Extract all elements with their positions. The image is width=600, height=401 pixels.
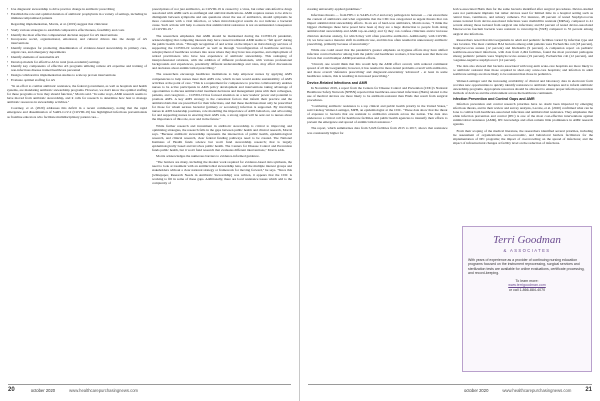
paragraph: device-associated HAIs than for the same bacteria identified after surgical procedures. Device-studied were not permanent implants but rather devices used for limited time in a hospital setting such as central lines, ventilators, and urinary catheters. For instance, 48 percent of tested Staphylococcus aureus isolated from device-associated infections were methicillin resistant (MRSA), compared to 41 percent among those isolated from surgical site infections; and 82 percent of tested device-associated Enterococcus faecium bacteria were resistant to vancomycin (VRE) compared to 55 percent among surgical site infections. <box>452 7 593 36</box>
list-item: • Identify the most effective computerized decision support for AS interventions <box>7 33 147 37</box>
list-item: • Incorporate social, organizational, emotional, and cultural drivers into the design of AS interventions <box>7 37 147 45</box>
ad-contact-label: To learn more: <box>515 278 539 283</box>
section-heading: Device-Related Infections and AMR <box>307 80 368 85</box>
footer-rule <box>8 384 291 385</box>
website-link[interactable]: www.healthcarepurchasingnews.com <box>502 387 572 393</box>
paragraph: Researchers noted that microorganisms in adult and pediatric facilities varied by infection type and care location. The most common HAI bacteria among adult patients were Escherichia coli (18 percent), Staphylococcus aureus (12 percent) and Klebsiella (9 percent). A companion report on pediatric healthcare-associated infections, with data from 2,494 facilities, found the most prevalent pathogens among pediatric patients were Staphylococcus aureus (19 percent), Escherichia coli (12 percent), and coagulase-negative staphylococci (12 percent). <box>452 37 593 63</box>
paragraph: creating universally applied guidelines." <box>307 7 362 11</box>
list-item: • Identify key components of effective AS programs utilizing remote AS expertise and training of non-infectious disease trained healthcare personnel <box>7 64 147 72</box>
paragraph: Morris acknowledges the numerous barriers to evidence-informed guidance. <box>156 154 260 159</box>
left-column-1 <box>7 7 147 377</box>
paragraph: Regarding implementation, Morris, et al. (2019) suggest that clinicians: <box>11 21 109 26</box>
paragraph: "In an effort to combat antibiotic resistance, the federal government, as well as hospitals and health systems, are mandating antibiotic stewardship programs. However, we don't know the optimal staffing for these programs or how they should function," Morris said. "In some ways, AMR research seems to have moved from antibiotic stewardship, and it calls for research to determine how best to manage antibiotic resources in stewardship activities." <box>7 83 147 105</box>
list-item: • Identify strategies for promoting dissemination of evidence-based stewardship in primary care, urgent care, and emergency departments <box>7 46 147 54</box>
paragraph: Weiner-Lastinger said the increasing availability of clinical and laboratory data in electronic form provides new opportunities to quickly identify resistance to antibiotic therapies and to inform antibiotic stewardship programs. Appropriate resources should be allocated to ensure proper infection prevention methods of devices and the environment across the healthcare continuum. <box>452 78 593 95</box>
paragraph: Infectious threats — from HIV-1 to SARS-CoV-2 and every pathogen in between — can exacerbate the context of antibiotics and what organisms that the CDC has categorized as urgent threats that can impact antimicrobial stewardship efforts. In an era of hard-won antibiotics, Morris notes, "I think the biggest challenges these have posed have been a) they are a huge distraction to people from doing antimicrobial stewardship and AMR tap-on-ends); and b) they can confuse clinicians and/or increase clinician decision anxiety, for which they will often prescribe antibiotics. Additionally, with COVID-19, we have seen a massive shift in antibiotic use, and this has often resulted in unnecessary antibiotic prescribing, primarily because of uncertainty." <box>307 13 448 46</box>
paragraph: While further research and investment in antibiotic stewardship is critical to improving and optimizing strategies, the research falls in the gaps between public health and clinical research, Morris says. "Because antibiotic stewardship represents the intersection of public health, epidemiological research, and clinical research, clear federal funding pathways need to be created. The National Institutes of Health funds science but won't fund stewardship research; that is largely epidemiologically based and involves public health. The Centers for Disease Control and Prevention funds public health, but it won't fund research that evaluates different interventions," Morris adds. <box>152 123 292 153</box>
list-item: • Use diagnostic stewardship to drive practice change in antibiotic prescribing <box>7 7 147 11</box>
right-page-footer <box>308 385 592 395</box>
advertiser-subtitle: & ASSOCIATES <box>503 248 551 253</box>
ad-phone: or call 1-866-884-4070 <box>508 287 546 292</box>
paragraph: In November 2019, a report from the Centers for Disease Control and Prevention (CDC)'s National Healthcare Safety Network (NHSN) reported that healthcare-associated infections (HAIs) related to the use of medical devices are more likely to be antibiotic-resistant than HAIs that result from surgical procedures. <box>307 85 448 102</box>
paragraph: The researchers emphasize that AMR should be maintained during the COVID-19 pandemic, acknowledging that competing interests may have caused traditional AMR teams to "fall apart" during the public health crisis. "Through recognition of and action on the impact on microbiology services of supporting the COVID-19 workload" as well as through "reconfiguration of healthcare services, redeployment of healthcare workers into areas where they may have less expertise, and employment of retired practitioners who have less experience of antibiotic stewardship. This reshaping of interprofessional relations, with the addition of different professionals, with various professional backgrounds and experiences, potentially different understandings and roles, may affect discussions and decisions about antimicrobial prescribing." <box>152 33 292 71</box>
list-item: • Study various strategies to establish comparative effectiveness, feasibility and costs <box>7 28 147 32</box>
list-item: • Develop models for effective AS in rural (non-academic) settings <box>7 60 147 64</box>
issue-date: october 2020 <box>30 387 56 393</box>
list-item: • Establish the role and optimal duration of antibiotic prophylaxis in a variety of settings, including in immunocompromised patients <box>7 12 147 20</box>
paragraph: While one could assert that the pandemic's greater emphasis on hygiene efforts may have shifted infection control behavior among both the public and healthcare workers, it has been seen that there are factors that could hamper AMR/prevention efforts. <box>307 47 448 61</box>
paragraph: Infection prevention and control research priorities have no doubt been impacted by emerging infectious threats, and in their review and survey analysis, Lacotte, et al. (2020) confirmed what can be done to combat both healthcare-associated infections and antimicrobial resistance. They emphasize that while infection prevention and control (IPC) is one of the most cost-effective interventions against antimicrobial resistance (AMR), IPC knowledge and often remain little prominence in AMR research agendas. <box>452 101 593 127</box>
page-number: 21 <box>585 387 592 393</box>
left-page-footer <box>8 385 291 395</box>
paragraph: "Overall, one would think that this would help the AMR effort overall, with reduced communal spread of all microorganisms; however, it has resulted in more dental problems overall with antibiotics, and more overall 'defensive prescribing' and diagnostic-uncertainty 'advanced' - at least in some healthcare centers, this is resulting in increased prescribing." <box>307 62 448 79</box>
paragraph: Courtney, et al. (2020) addresses this deficit in a recent commentary, noting that the rapid emergence and dissemination of SARS-CoV-2 (COVID-19) has highlighted infectious preventionists as frontline educators who facilitate multidisciplinary patient care... <box>7 106 147 119</box>
bullet-list-top <box>7 7 147 20</box>
ad-body-text: With years of experience as a provider of continuing nursing education programs focused on the instrument reprocessing, surgical services and sterilization tests are available for online evaluations, certificate processing, and record-keeping. <box>468 258 585 276</box>
paragraph: The report, which summarizes data from 5,626 facilities from 2015 to 2017, shows that resistance was consistently higher for <box>307 126 448 135</box>
list-item: • Identify elements of sustainable AS <box>7 55 147 59</box>
website-link[interactable]: www.healthcarepurchasingnews.com <box>69 387 139 393</box>
paragraph: prescriptions of not just antibiotics, as COVID-19 is caused by a virus, but rather anti-infective drugs associated with AMR such as antifungal and antiviral medications. AMR requires nurses to be able to distinguish between symptoms and ask questions about the use of antibiotics, should symptoms be more consistent with a viral infection, or when microbiological results do not indicate a bacterial cause. Such actions will help to ensure that antimicrobial resistance is not an unintended consequence of COVID-19." <box>152 7 292 32</box>
paragraph: "The barriers are many, including the modest work required for evidence-based data synthesis, the need to look at treatment with an antimicrobial stewardship lens, and the multiple interest groups and stakeholders without a clear national strategy or framework for moving forward," he says. "Since this [whitepaper, Research Needs in Antibiotic Stewardship] was written, it appears that the CDC is working to fill in some of these gaps. Additionally, there are local resistance issues which add to the complexity of <box>152 160 292 185</box>
paragraph: "Combating antibiotic resistance is a top clinical and public health priority in the United States," said Lindsay Weiner-Lastinger, MPH, an epidemiologist at the CDC. "These data show that the threat of exposure to bacteria that are resistant to antibiotics extends across the nation. The data also underscore a critical call for healthcare facilities and public health agencies to intensify their efforts to prevent the emergence and spread of antimicrobial resistance." <box>307 103 448 125</box>
footer-rule <box>308 384 592 385</box>
ad-contact <box>468 279 586 293</box>
issue-date: october 2020 <box>463 387 489 393</box>
right-page <box>300 0 600 401</box>
left-page-columns <box>7 7 292 377</box>
paragraph: From their scoping of the medical literature, the researchers identified several priorities, including the assessment of organizational, socio-economic, and behavioral barriers facilitators for the implementation of IPC programs; the impact of overcrowding on the spread of infections; and the impact of infrastructural changes at facility level on the reduction of infections. <box>452 128 593 145</box>
paragraph: The data also showed that bacteria associated with long-term acute-care hospitals are more likely to be antibiotic resistant than those acquired in short-stay acute-care hospitals; and infection in adult healthcare settings are more likely to be resistant than those in pediatrics. <box>452 64 593 77</box>
advertisement-box[interactable] <box>462 226 592 372</box>
list-item: • Evaluate optimal staffing for AS <box>7 78 147 82</box>
section-heading: Infection Prevention and Control Gaps and AMR <box>452 96 535 101</box>
bullet-list-mid <box>7 28 147 82</box>
list-item: • Design collaborative implementation studies to scale up proven interventions <box>7 73 147 77</box>
ad-website-link[interactable]: www.terrigoodman.com <box>508 283 546 288</box>
advertiser-logo: Terri Goodman <box>493 234 561 246</box>
page-number: 20 <box>8 387 15 393</box>
right-column-1 <box>307 7 448 377</box>
paragraph: The researchers encourage healthcare institutions to help empower nurses by applying AMS competencies to help nurses meet their AMS role, which in turn would enable sustainability of AMS activities at the point of care. "This is a requirement for competence to practice collaboratively enables nurses to be active participants in AMS policy development and interventions taking advantage of opportunities to discuss antimicrobial treatment decisions and management plans with their colleagues, patients, and caregivers ... COVID-19 has focused attention on a new leaders' power and potential to promote AMS. A key AMS strategy is the contextual factors that inform their practice and the antimicrobials that are prescribed for their infections, and that these medicines must only be prescribed for those for whom serious bacterial (primary or secondary) infection is supported. By involving nurses in AMS leadership positions, role modelling the importance of AMS behaviors, and advocating for and supporting nurses in enacting their AMS role, a strong signal will be sent out to nurses about the importance of this role, now and in the future." <box>152 72 292 122</box>
left-column-2 <box>152 7 292 377</box>
